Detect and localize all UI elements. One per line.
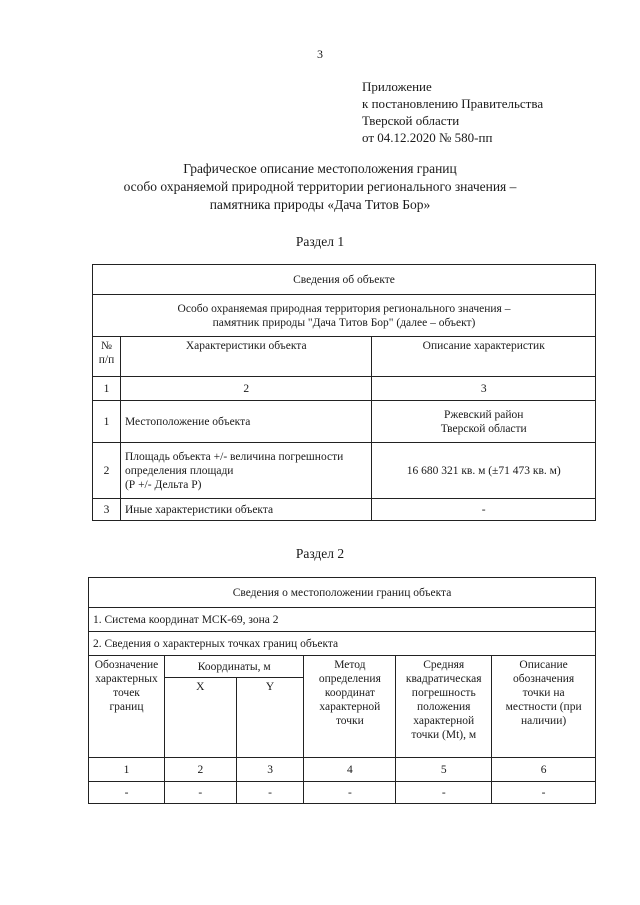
boundary-info-table: [88, 577, 596, 804]
col-header-y: Y: [236, 678, 304, 758]
index-cell: 2: [120, 377, 371, 401]
col-header-text: точки: [335, 715, 364, 727]
col-header-text: точки на: [522, 687, 565, 699]
col-header-text: характерных: [95, 673, 158, 685]
index-cell: 3: [236, 758, 304, 782]
col-header-text: координат: [324, 687, 375, 699]
col-header-text: п/п: [98, 354, 115, 366]
row-num: 2: [93, 443, 121, 499]
col-header-text: Средняя: [423, 659, 465, 671]
points-info-row: 2. Сведения о характерных точках границ объекта: [89, 632, 596, 656]
object-info-table: [92, 264, 596, 521]
desc-line: Тверской области: [440, 422, 527, 435]
row-characteristic: [120, 443, 371, 499]
col-header-text: характерной: [319, 701, 381, 713]
section1-heading: Раздел 1: [295, 234, 345, 249]
row-characteristic: Иные характеристики объекта: [120, 499, 371, 521]
col-header-text: местности (при: [505, 701, 582, 713]
col-header-text: характерной: [413, 715, 475, 727]
col-header-description: [492, 656, 596, 758]
title-line: памятника природы «Дача Титов Бор»: [209, 197, 431, 212]
col-header-text: точек: [113, 687, 140, 699]
annex-block: [362, 78, 543, 146]
data-cell: -: [89, 782, 165, 804]
index-cell: 6: [492, 758, 596, 782]
row-description: [372, 401, 596, 443]
col-header-text: Описание: [519, 659, 568, 671]
col-header-error: [396, 656, 492, 758]
index-cell: 1: [89, 758, 165, 782]
data-cell: -: [396, 782, 492, 804]
col-header-text: обозначения: [513, 673, 575, 685]
table-row: [93, 443, 596, 499]
col-header-text: №: [100, 340, 112, 352]
annex-line: к постановлению Правительства: [362, 96, 544, 111]
data-cell: -: [164, 782, 236, 804]
col-header-num: [93, 337, 121, 377]
object-name-cell: [93, 295, 596, 337]
col-header-text: положения: [417, 701, 471, 713]
col-header-text: квадратическая: [405, 673, 482, 685]
desc-line: Ржевский район: [444, 408, 524, 421]
index-cell: 4: [304, 758, 396, 782]
data-cell: -: [492, 782, 596, 804]
table-header: Сведения об объекте: [93, 265, 596, 295]
row-description: 16 680 321 кв. м (±71 473 кв. м): [372, 443, 596, 499]
col-header-text: погрешность: [411, 687, 476, 699]
col-header-description: Описание характеристик: [372, 337, 596, 377]
col-header-text: границ: [109, 701, 144, 713]
index-cell: 1: [93, 377, 121, 401]
char-line: определения площади: [124, 464, 234, 477]
row-num: 3: [93, 499, 121, 521]
section2-heading: Раздел 2: [295, 546, 345, 561]
page-number: 3: [317, 47, 323, 61]
title-line: особо охраняемой природной территории регионального значения –: [123, 179, 517, 194]
table-row: [93, 401, 596, 443]
row-characteristic: Местоположение объекта: [120, 401, 371, 443]
col-header-point: [89, 656, 165, 758]
title-line: Графическое описание местоположения границ: [183, 161, 457, 176]
row-description: -: [372, 499, 596, 521]
col-header-characteristics: Характеристики объекта: [120, 337, 371, 377]
table-row: [93, 499, 596, 521]
index-cell: 2: [164, 758, 236, 782]
char-line: (Р +/- Дельта Р): [124, 478, 202, 491]
data-cell: -: [236, 782, 304, 804]
col-header-text: Метод: [334, 659, 366, 671]
col-header-text: определения: [318, 673, 381, 685]
coordinate-system-row: 1. Система координат МСК-69, зона 2: [89, 608, 596, 632]
col-header-coords: Координаты, м: [164, 656, 303, 678]
index-cell: 5: [396, 758, 492, 782]
index-cell: 3: [372, 377, 596, 401]
object-name-line: памятник природы "Дача Титов Бор" (далее – объект): [212, 316, 476, 329]
col-header-text: наличии): [521, 715, 567, 727]
col-header-text: Обозначение: [94, 659, 159, 671]
table-header: Сведения о местоположении границ объекта: [89, 578, 596, 608]
document-title: [60, 160, 580, 214]
row-num: 1: [93, 401, 121, 443]
annex-line: Тверской области: [362, 113, 460, 128]
col-header-method: [304, 656, 396, 758]
data-cell: -: [304, 782, 396, 804]
col-header-x: X: [164, 678, 236, 758]
col-header-text: точки (Mt), м: [411, 729, 477, 741]
annex-line: Приложение: [362, 79, 432, 94]
char-line: Площадь объекта +/- величина погрешности: [124, 450, 344, 463]
table-row: [89, 782, 596, 804]
annex-line: от 04.12.2020 № 580-пп: [362, 130, 493, 145]
object-name-line: Особо охраняемая природная территория регионального значения –: [177, 302, 511, 315]
